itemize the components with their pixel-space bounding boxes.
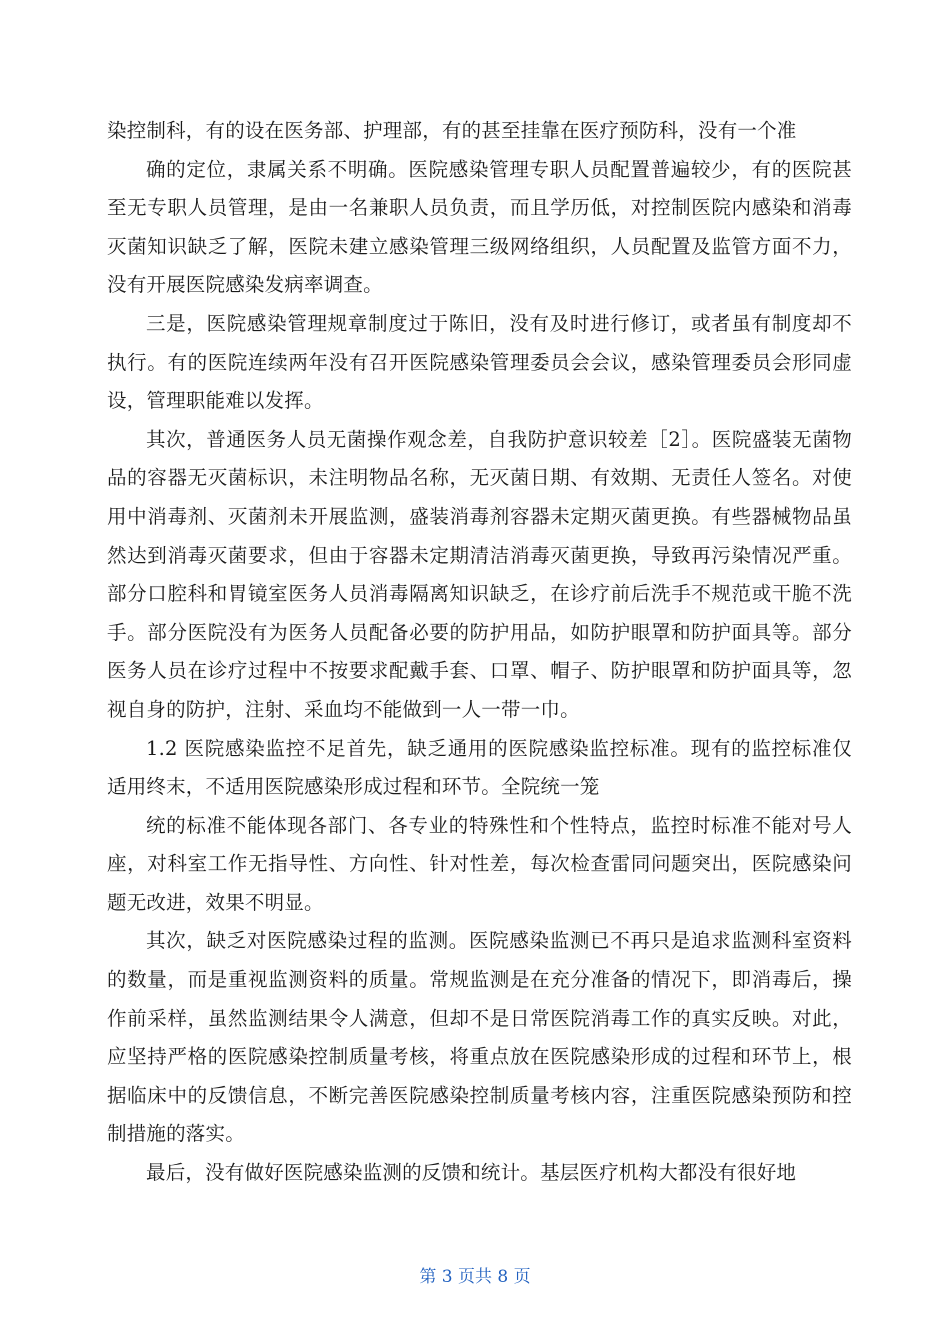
paragraph-2: 确的定位，隶属关系不明确。医院感染管理专职人员配置普遍较少，有的医院甚至无专职人员管理，是由一名兼职人员负责，而且学历低，对控制医院内感染和消毒灭菌知识缺乏了解，医院未建立感染管理三级网络组织，人员配置及监管方面不力，没有开展医院感染发病率调查。 [107, 157, 852, 297]
paragraph-3: 三是，医院感染管理规章制度过于陈旧，没有及时进行修订，或者虽有制度却不执行。有的医院连续两年没有召开医院感染管理委员会会议，感染管理委员会形同虚设，管理职能难以发挥。 [107, 311, 852, 413]
page-number-label: 第 3 页共 8 页 [419, 1267, 531, 1287]
paragraph-7: 其次，缺乏对医院感染过程的监测。医院感染监测已不再只是追求监测科室资料的数量，而是重视监测资料的质量。常规监测是在充分准备的情况下，即消毒后，操作前采样，虽然监测结果令人满意，但却不是日常医院消毒工作的真实反映。对此，应坚持严格的医院感染控制质量考核，将重点放在医院感染形成的过程和环节上，根据临床中的反馈信息，不断完善医院感染控制质量考核内容，注重医院感染预防和控制措施的落实。 [107, 929, 852, 1146]
paragraph-1: 染控制科，有的设在医务部、护理部，有的甚至挂靠在医疗预防科，没有一个准 [107, 119, 797, 142]
paragraph-8: 最后，没有做好医院感染监测的反馈和统计。基层医疗机构大都没有很好地 [146, 1161, 797, 1185]
paragraph-4: 其次，普通医务人员无菌操作观念差，自我防护意识较差［2］。医院盛装无菌物品的容器无灭菌标识，未注明物品名称，无灭菌日期、有效期、无责任人签名。对使用中消毒剂、灭菌剂未开展监测，盛装消毒剂容器未定期灭菌更换。有些器械物品虽然达到消毒灭菌要求，但由于容器未定期清洁消毒灭菌更换，导致再污染情况严重。部分口腔科和胃镜室医务人员消毒隔离知识缺乏，在诊疗前后洗手不规范或干脆不洗手。部分医院没有为医务人员配备必要的防护用品，如防护眼罩和防护面具等。部分医务人员在诊疗过程中不按要求配戴手套、口罩、帽子、防护眼罩和防护面具等，忽视自身的防护，注射、采血均不能做到一人一带一巾。 [107, 427, 852, 721]
paragraph-5: 1.2 医院感染监控不足首先，缺乏通用的医院感染监控标准。现有的监控标准仅适用终末，不适用医院感染形成过程和环节。全院统一笼 [107, 736, 852, 799]
document-body [107, 112, 852, 1193]
page-footer [0, 1262, 950, 1287]
paragraph-6: 统的标准不能体现各部门、各专业的特殊性和个性特点，监控时标准不能对号人座，对科室工作无指导性、方向性、针对性差，每次检查雷同问题突出，医院感染问题无改进，效果不明显。 [107, 813, 852, 914]
